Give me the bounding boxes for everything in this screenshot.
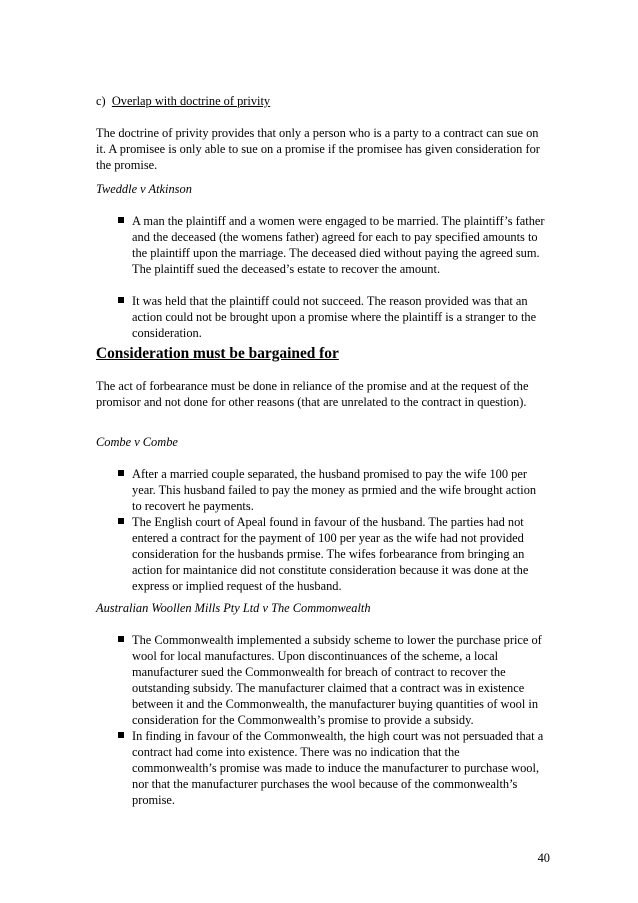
square-bullet-icon [118, 732, 124, 738]
list-item [96, 514, 546, 594]
privity-subheading [96, 93, 546, 109]
square-bullet-icon [118, 470, 124, 476]
section-heading: Consideration must be bargained for [96, 345, 339, 362]
case-name-woollen-mills: Australian Woollen Mills Pty Ltd v The Commonwealth [96, 601, 371, 615]
list-item [96, 213, 546, 277]
subheading-title: Overlap with doctrine of privity [111, 94, 271, 108]
subheading-marker: c) [96, 94, 106, 108]
case-name-combe: Combe v Combe [96, 435, 178, 449]
woollen-mills-bullet-list [96, 632, 546, 808]
bullet-text: The Commonwealth implemented a subsidy scheme to lower the purchase price of wool for local manufactures. Upon discontinuances of the scheme, a local manufacturer sued the Commonwealth for breach of contract to recover the outstanding subsidy. The manufacturer claimed that a contract was in existence between it and the Commonwealth, the manufacturer buying quantities of wool in consideration for the Commonwealth’s promise to provide a subsidy. [132, 633, 542, 727]
square-bullet-icon [118, 297, 124, 303]
bullet-text: After a married couple separated, the husband promised to pay the wife 100 per year. This husband failed to pay the money as prmied and the wife brought action to recovert he payments. [132, 467, 537, 513]
list-item [96, 728, 546, 808]
bullet-text: The English court of Apeal found in favour of the husband. The parties had not entered a contract for the payment of 100 per year as the wife had not provided consideration for the husbands prmise. The wifes forbearance from bringing an action for maintanice did not constitute consideration because it was done at the express or implied request of the husband. [132, 515, 529, 593]
list-item [96, 293, 546, 341]
bullet-text: In finding in favour of the Commonwealth, the high court was not persuaded that a contract had come into existence. There was no indication that the commonwealth’s promise was made to induce the manufacturer to purchase wool, nor that the manufacturer purchases the wool because of the commonwealth’s promise. [132, 729, 544, 807]
bullet-text: A man the plaintiff and a women were engaged to be married. The plaintiff’s father and the deceased (the womens father) agreed for each to pay specified amounts to the plaintiff upon the marriage. The deceased died without paying the agreed sum. The plaintiff sued the deceased’s estate to recover the amount. [132, 214, 545, 276]
list-item [96, 466, 546, 514]
page-number: 40 [537, 851, 550, 865]
tweddle-bullet-list [96, 213, 546, 341]
combe-bullet-list [96, 466, 546, 594]
bargain-paragraph: The act of forbearance must be done in reliance of the promise and at the request of the promisor and not done for other reasons (that are unrelated to the contract in question). [96, 379, 529, 409]
bullet-text: It was held that the plaintiff could not succeed. The reason provided was that an action could not be brought upon a promise where the plaintiff is a stranger to the consideration. [132, 294, 537, 340]
list-item [96, 632, 546, 728]
square-bullet-icon [118, 518, 124, 524]
square-bullet-icon [118, 217, 124, 223]
case-name-tweddle: Tweddle v Atkinson [96, 182, 192, 196]
privity-paragraph: The doctrine of privity provides that only a person who is a party to a contract can sue on it. A promisee is only able to sue on a promise if the promisee has given consideration for the promise. [96, 126, 540, 172]
square-bullet-icon [118, 636, 124, 642]
